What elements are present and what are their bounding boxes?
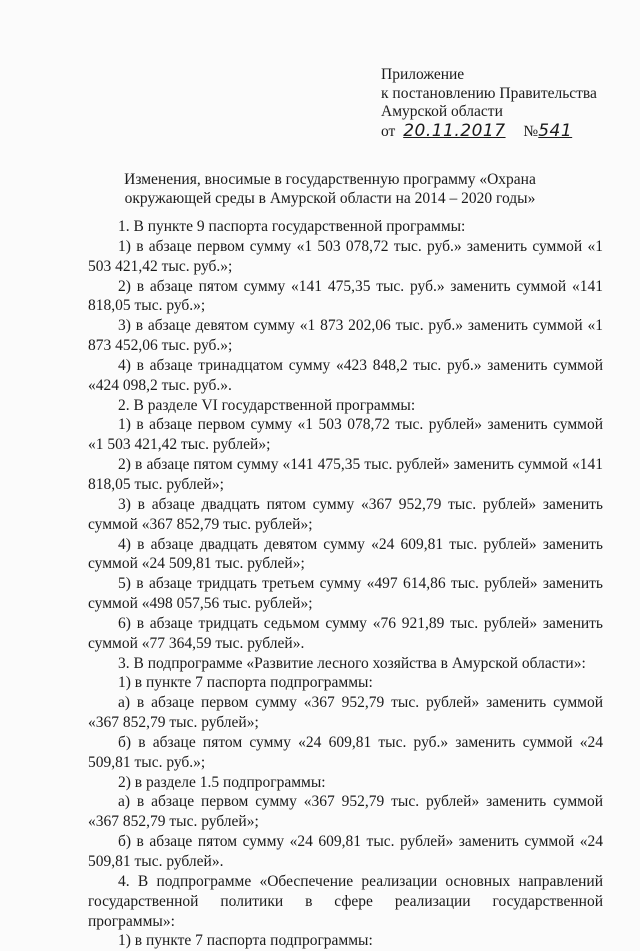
- paragraph: 1) в абзаце первом сумму «1 503 078,72 тыс. рублей» заменить суммой «1 503 421,42 тыс. рублей»;: [88, 416, 603, 454]
- paragraph: 3. В подпрограмме «Развитие лесного хозяйства в Амурской области»:: [118, 654, 586, 672]
- paragraph: 4) в абзаце тринадцатом сумму «423 848,2 тыс. руб.» заменить суммой «424 098,2 тыс. руб.».: [88, 356, 603, 394]
- paragraph: 2) в абзаце пятом сумму «141 475,35 тыс. рублей» заменить суммой «141 818,05 тыс. рублей»;: [88, 456, 603, 493]
- paragraph: а) в абзаце первом сумму «367 952,79 тыс. рублей» заменить суммой «367 852,79 тыс. рублей»;: [88, 694, 603, 732]
- paragraph: 1) в пункте 7 паспорта подпрограммы:: [118, 674, 373, 692]
- paragraph: 6) в абзаце тридцать седьмом сумму «76 921,89 тыс. рублей» заменить суммой «77 364,59 тыс. рублей».: [88, 614, 603, 652]
- document-body: [88, 217, 603, 951]
- paragraph: 1) в абзаце первом сумму «1 503 078,72 тыс. руб.» заменить суммой «1 503 421,42 тыс. руб.»;: [88, 237, 603, 275]
- appendix-from-label: от: [381, 122, 396, 140]
- appendix-block: [381, 66, 631, 141]
- paragraph: 4. В подпрограмме «Обеспечение реализации основных направлений государственной политики в сфере реализации государственной программы»:: [88, 872, 603, 930]
- paragraph: 1) в пункте 7 паспорта подпрограммы:: [118, 932, 373, 950]
- paragraph: 5) в абзаце тридцать третьем сумму «497 614,86 тыс. рублей» заменить суммой «498 057,56 тыс. рублей»;: [88, 575, 603, 613]
- appendix-date: 20.11.2017: [403, 120, 506, 141]
- paragraph: 4) в абзаце двадцать девятом сумму «24 609,81 тыс. рублей» заменить суммой «24 509,81 тыс. рублей»;: [88, 535, 603, 573]
- appendix-number: 541: [538, 120, 573, 141]
- paragraph: 2) в разделе 1.5 подпрограммы:: [118, 773, 326, 791]
- appendix-region-line: Амурской области: [381, 103, 503, 120]
- paragraph: б) в абзаце пятом сумму «24 609,81 тыс. рублей» заменить суммой «24 509,81 тыс. рублей».: [88, 833, 603, 870]
- appendix-resolution-line: к постановлению Правительства: [381, 84, 597, 102]
- paragraph: 2) в абзаце пятом сумму «141 475,35 тыс. руб.» заменить суммой «141 818,05 тыс. руб.»;: [88, 277, 603, 315]
- appendix-number-label: №: [523, 122, 539, 140]
- appendix-title: Приложение: [381, 66, 465, 83]
- paragraph: б) в абзаце пятом сумму «24 609,81 тыс. руб.» заменить суммой «24 509,81 тыс. руб.»;: [88, 733, 603, 771]
- paragraph: а) в абзаце первом сумму «367 952,79 тыс. рублей» заменить суммой «367 852,79 тыс. рублей»;: [88, 793, 603, 831]
- paragraph: 3) в абзаце двадцать пятом сумму «367 952,79 тыс. рублей» заменить суммой «367 852,79 тыс. рублей»;: [88, 495, 603, 533]
- appendix-date-line: [381, 122, 631, 142]
- paragraph: 1. В пункте 9 паспорта государственной программы:: [118, 218, 466, 235]
- paragraph: 2. В разделе VI государственной программы:: [118, 396, 416, 414]
- paragraph: 3) в абзаце девятом сумму «1 873 202,06 тыс. руб.» заменить суммой «1 873 452,06 тыс. руб.»;: [88, 317, 603, 355]
- document-title: Изменения, вносимые в государственную программу «Охрана окружающей среды в Амурской области на 2014 – 2020 годы»: [124, 171, 536, 207]
